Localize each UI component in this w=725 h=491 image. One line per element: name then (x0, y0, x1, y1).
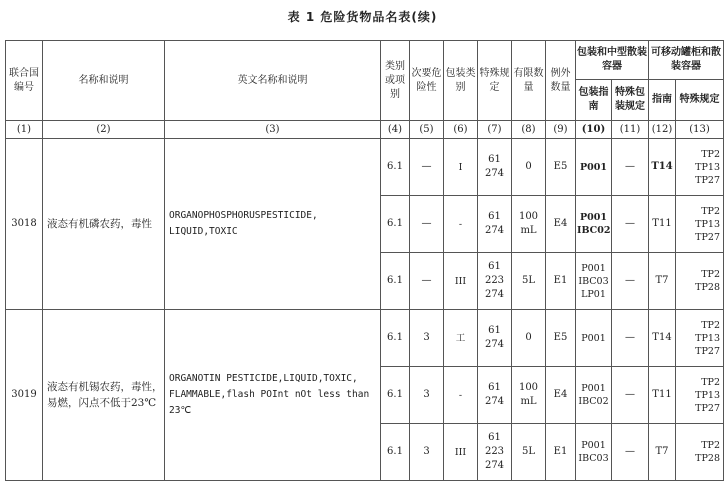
limited-quantity-cell: 100 mL (512, 196, 546, 253)
col-number: (12) (649, 121, 676, 139)
col-number: (10) (576, 121, 612, 139)
class-cell: 6.1 (381, 196, 410, 253)
tank-instruction-cell: T7 (649, 253, 676, 310)
special-provisions-cell: 61 274 (478, 310, 512, 367)
packing-group-cell: I (444, 139, 478, 196)
special-provisions-cell: 61 274 (478, 139, 512, 196)
excepted-quantity-cell: E5 (546, 139, 576, 196)
special-packing-cell: — (612, 367, 649, 424)
packing-group-cell: - (444, 196, 478, 253)
name-en: ORGANOTIN PESTICIDE,LIQUID,TOXIC, FLAMMABLE,flash POInt nOt less than 23℃ (165, 310, 381, 481)
excepted-quantity-cell: E5 (546, 310, 576, 367)
limited-quantity-cell: 100 mL (512, 367, 546, 424)
limited-quantity-cell: 0 (512, 310, 546, 367)
header-special-packing: 特殊包装规定 (612, 80, 649, 121)
header-packing-instruction: 包装指南 (576, 80, 612, 121)
packing-instruction-cell: P001 (576, 139, 612, 196)
name-cn: 液态有机锡农药，毒性，易燃，闪点不低于23℃ (43, 310, 165, 481)
name-en: ORGANOPHOSPHORUSPESTICIDE, LIQUID,TOXIC (165, 139, 381, 310)
excepted-quantity-cell: E1 (546, 424, 576, 481)
tank-special-cell: TP2 TP13 TP27 (676, 310, 724, 367)
special-packing-cell: — (612, 424, 649, 481)
class-cell: 6.1 (381, 310, 410, 367)
tank-special-cell: TP2 TP28 (676, 253, 724, 310)
sub-risk-cell: — (410, 139, 444, 196)
tank-instruction-cell: T11 (649, 367, 676, 424)
dangerous-goods-table (5, 40, 724, 481)
special-provisions-cell: 61 223 274 (478, 424, 512, 481)
header-class: 类别或项别 (381, 41, 410, 121)
header-packing-group: 包装类别 (444, 41, 478, 121)
un-number: 3019 (6, 310, 43, 481)
header-ibc-group: 包装和中型散装容器 (576, 41, 649, 80)
col-number: (3) (165, 121, 381, 139)
tank-special-cell: TP2 TP13 TP27 (676, 367, 724, 424)
packing-instruction-cell: P001 IBC02 (576, 367, 612, 424)
col-number: (11) (612, 121, 649, 139)
header-special-provisions: 特殊规定 (478, 41, 512, 121)
packing-group-cell: 工 (444, 310, 478, 367)
class-cell: 6.1 (381, 253, 410, 310)
tank-instruction-cell: T14 (649, 310, 676, 367)
header-tank-special: 特殊规定 (676, 80, 724, 121)
col-number: (6) (444, 121, 478, 139)
col-number: (2) (43, 121, 165, 139)
special-provisions-cell: 61 274 (478, 196, 512, 253)
col-number: (1) (6, 121, 43, 139)
header-name-en: 英文名称和说明 (165, 41, 381, 121)
class-cell: 6.1 (381, 367, 410, 424)
special-packing-cell: — (612, 310, 649, 367)
table-title: 表 1 危险货物品名表(续) (287, 10, 438, 24)
class-cell: 6.1 (381, 424, 410, 481)
header-tank-group: 可移动罐柜和散装容器 (649, 41, 724, 80)
un-number: 3018 (6, 139, 43, 310)
tank-special-cell: TP2 TP13 TP27 (676, 196, 724, 253)
sub-risk-cell: 3 (410, 310, 444, 367)
special-provisions-cell: 61 274 (478, 367, 512, 424)
header-limited-quantity: 有限数量 (512, 41, 546, 121)
sub-risk-cell: — (410, 253, 444, 310)
header-un: 联合国编号 (6, 41, 43, 121)
tank-instruction-cell: T14 (649, 139, 676, 196)
packing-group-cell: III (444, 253, 478, 310)
tank-special-cell: TP2 TP13 TP27 (676, 139, 724, 196)
packing-group-cell: - (444, 367, 478, 424)
col-number: (8) (512, 121, 546, 139)
name-cn: 液态有机磷农药，毒性 (43, 139, 165, 310)
header-name-cn: 名称和说明 (43, 41, 165, 121)
special-packing-cell: — (612, 253, 649, 310)
tank-instruction-cell: T11 (649, 196, 676, 253)
col-number: (4) (381, 121, 410, 139)
header-sub-risk: 次要危险性 (410, 41, 444, 121)
limited-quantity-cell: 5L (512, 253, 546, 310)
special-packing-cell: — (612, 139, 649, 196)
packing-group-cell: III (444, 424, 478, 481)
packing-instruction-cell: P001 IBC03 LP01 (576, 253, 612, 310)
sub-risk-cell: — (410, 196, 444, 253)
table-row (6, 310, 724, 367)
col-number: (5) (410, 121, 444, 139)
col-number: (9) (546, 121, 576, 139)
table-row (6, 139, 724, 196)
class-cell: 6.1 (381, 139, 410, 196)
excepted-quantity-cell: E4 (546, 367, 576, 424)
header-tank-instruction: 指南 (649, 80, 676, 121)
excepted-quantity-cell: E1 (546, 253, 576, 310)
col-number: (13) (676, 121, 724, 139)
sub-risk-cell: 3 (410, 367, 444, 424)
packing-instruction-cell: P001 IBC02 (576, 196, 612, 253)
header-excepted-quantity: 例外数量 (546, 41, 576, 121)
packing-instruction-cell: P001 IBC03 (576, 424, 612, 481)
packing-instruction-cell: P001 (576, 310, 612, 367)
sub-risk-cell: 3 (410, 424, 444, 481)
tank-instruction-cell: T7 (649, 424, 676, 481)
limited-quantity-cell: 5L (512, 424, 546, 481)
col-number: (7) (478, 121, 512, 139)
special-packing-cell: — (612, 196, 649, 253)
limited-quantity-cell: 0 (512, 139, 546, 196)
excepted-quantity-cell: E4 (546, 196, 576, 253)
tank-special-cell: TP2 TP28 (676, 424, 724, 481)
table-body (6, 139, 724, 481)
special-provisions-cell: 61 223 274 (478, 253, 512, 310)
